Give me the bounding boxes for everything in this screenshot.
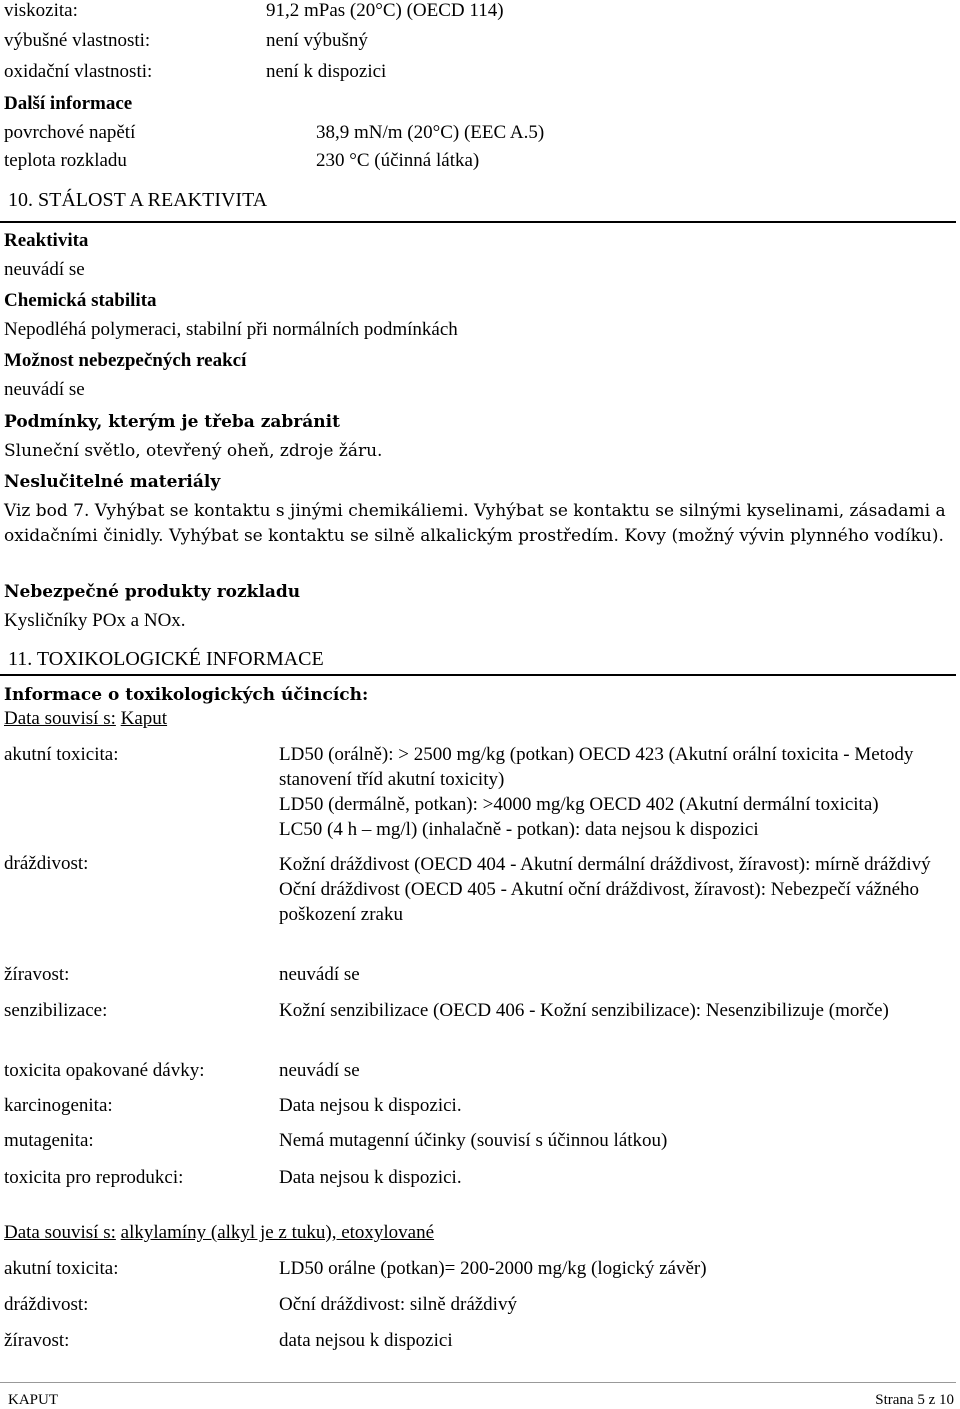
prop-value-explosive: není výbušný [266, 30, 368, 51]
g2-label-corrosion: žíravost: [4, 1330, 70, 1351]
g1-acute-line-2: LD50 (dermálně, potkan): >4000 mg/kg OECD 402 (Akutní dermální toxicita) [279, 794, 879, 815]
g1-label-acute: akutní toxicita: [4, 744, 119, 765]
group2-prefix: Data souvisí s: [4, 1222, 116, 1243]
g1-label-corrosion: žíravost: [4, 964, 70, 985]
footer-rule [0, 1382, 956, 1383]
tox-info-heading: Informace o toxikologických účincích: [4, 685, 369, 705]
g1-value-repeated-dose: neuvádí se [279, 1060, 360, 1081]
g1-value-corrosion: neuvádí se [279, 964, 360, 985]
section-10-rule [0, 221, 956, 223]
g1-value-irritation [279, 852, 957, 927]
stability-heading: Chemická stabilita [4, 290, 157, 311]
g1-acute-line-3: LC50 (4 h – mg/l) (inhalačně - potkan): data nejsou k dispozici [279, 819, 759, 840]
incompatible-heading: Neslučitelné materiály [4, 472, 221, 492]
g1-value-mutagenicity: Nemá mutagenní účinky (souvisí s účinnou látkou) [279, 1130, 668, 1151]
g1-irritation-line-2: Oční dráždivost (OECD 405 - Akutní oční dráždivost, žíravost): Nebezpečí vážného poškození zraku [279, 879, 920, 925]
g2-label-acute: akutní toxicita: [4, 1258, 119, 1279]
g2-value-corrosion: data nejsou k dispozici [279, 1330, 453, 1351]
g1-acute-line-1: LD50 (orálně): > 2500 mg/kg (potkan) OECD 423 (Akutní orální toxicita - Metody stanovení tříd akutní toxicity) [279, 744, 914, 790]
reactivity-text: neuvádí se [4, 259, 85, 280]
group2-subject: alkylamíny (alkyl je z tuku), etoxylované [120, 1222, 435, 1243]
group1-prefix: Data souvisí s: [4, 708, 116, 729]
further-info-heading: Další informace [4, 93, 133, 114]
section-11-title: 11. TOXIKOLOGICKÉ INFORMACE [8, 648, 324, 670]
g1-label-carcinogenicity: karcinogenita: [4, 1095, 113, 1116]
g1-irritation-line-1: Kožní dráždivost (OECD 404 - Akutní dermální dráždivost, žíravost): mírně dráždivý [279, 854, 931, 875]
further-value-decomposition: 230 °C (účinná látka) [316, 150, 480, 171]
g1-label-repeated-dose: toxicita opakované dávky: [4, 1060, 205, 1081]
prop-value-oxidizing: není k dispozici [266, 61, 387, 82]
g1-value-sensitization: Kožní senzibilizace (OECD 406 - Kožní senzibilizace): Nesenzibilizuje (morče) [279, 1000, 889, 1021]
prop-value-viscosity: 91,2 mPas (20°C) (OECD 114) [266, 0, 504, 21]
group1-relates [4, 708, 167, 730]
hazardous-reactions-text: neuvádí se [4, 379, 85, 400]
prop-label-explosive: výbušné vlastnosti: [4, 30, 151, 51]
footer-product-name: KAPUT [8, 1392, 59, 1408]
g1-value-acute [279, 742, 957, 842]
g2-value-irritation: Oční dráždivost: silně dráždivý [279, 1294, 517, 1315]
g1-label-sensitization: senzibilizace: [4, 1000, 108, 1021]
footer-page-number: Strana 5 z 10 [875, 1392, 954, 1408]
further-value-surface-tension: 38,9 mN/m (20°C) (EEC A.5) [316, 122, 545, 143]
g1-label-irritation: dráždivost: [4, 853, 89, 874]
g2-value-acute: LD50 orálne (potkan)= 200-2000 mg/kg (logický závěr) [279, 1258, 707, 1279]
g1-label-reproductive: toxicita pro reprodukci: [4, 1167, 184, 1188]
g1-value-carcinogenicity: Data nejsou k dispozici. [279, 1095, 462, 1116]
g1-label-mutagenicity: mutagenita: [4, 1130, 94, 1151]
section-10-title: 10. STÁLOST A REAKTIVITA [8, 189, 268, 211]
further-label-decomposition: teplota rozkladu [4, 150, 127, 171]
prop-label-viscosity: viskozita: [4, 0, 78, 21]
reactivity-heading: Reaktivita [4, 230, 89, 251]
conditions-heading: Podmínky, kterým je třeba zabránit [4, 412, 340, 432]
hazardous-reactions-heading: Možnost nebezpečných reakcí [4, 350, 247, 371]
stability-text: Nepodléhá polymeraci, stabilní při normálních podmínkách [4, 319, 458, 340]
section-11-rule [0, 674, 956, 676]
prop-label-oxidizing: oxidační vlastnosti: [4, 61, 153, 82]
decomposition-products-text: Kysličníky POx a NOx. [4, 610, 186, 631]
group2-relates [4, 1222, 434, 1244]
conditions-text: Sluneční světlo, otevřený oheň, zdroje žáru. [4, 441, 383, 461]
group1-subject: Kaput [120, 708, 168, 729]
g1-value-reproductive: Data nejsou k dispozici. [279, 1167, 462, 1188]
incompatible-text: Viz bod 7. Vyhýbat se kontaktu s jinými chemikáliemi. Vyhýbat se kontaktu se silnými kyselinami, zásadami a oxidačními činidly. Vyhýbat se kontaktu se silně alkalickým prostředím. Kovy (možný vývin plynného vodíku). [4, 501, 946, 546]
decomposition-products-heading: Nebezpečné produkty rozkladu [4, 582, 301, 602]
g2-label-irritation: dráždivost: [4, 1294, 89, 1315]
further-label-surface-tension: povrchové napětí [4, 122, 136, 143]
